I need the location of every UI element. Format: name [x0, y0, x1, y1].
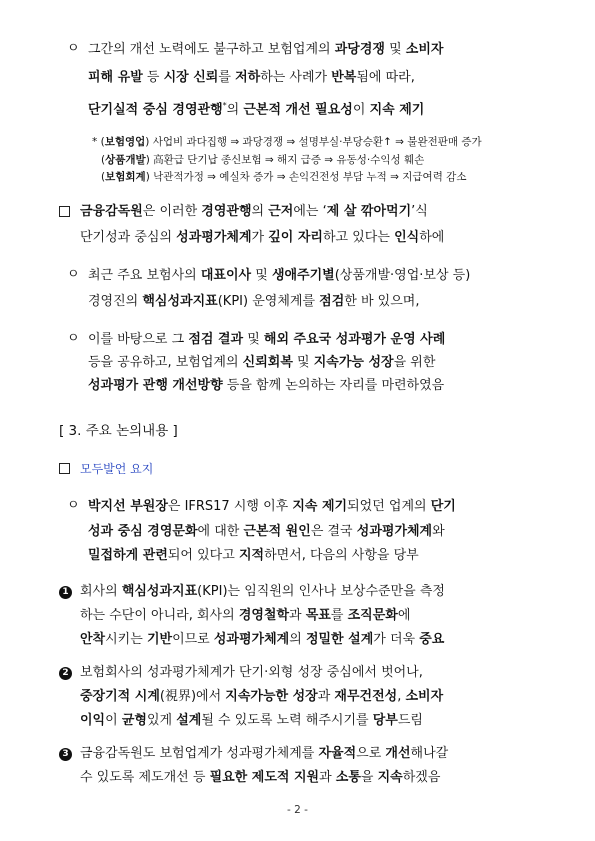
p4-line2: 등을 공유하고, 보험업계의 신뢰회복 및 지속가능 성장을 위한 [88, 355, 436, 370]
n1-line2: 하는 수단이 아니라, 회사의 경영철학과 목표를 조직문화에 [80, 608, 411, 623]
bullet-circle: ㅇ [67, 498, 80, 513]
note-line2: (상품개발) 高환급 단기납 종신보험 ⇒ 해지 급증 ⇒ 유동성·수익성 훼손 [101, 154, 425, 166]
note-line3: (보험회계) 낙관적가정 ⇒ 예실차 증가 ⇒ 손익건전성 부담 누적 ⇒ 지급여력 감소 [101, 171, 467, 183]
p3-line2: 경영진의 핵심성과지표(KPI) 운영체계를 점검한 바 있으며, [88, 294, 420, 309]
note-line1: * (보험영업) 사업비 과다집행 ⇒ 과당경쟁 ⇒ 설명부실·부당승환↑ ⇒ 불완전판매 증가 [92, 136, 482, 148]
page-number: - 2 - [287, 804, 308, 816]
n2-line2: 중장기적 시계(視界)에서 지속가능한 성장과 재무건전성, 소비자 [80, 689, 444, 704]
bullet-circle: ㅇ [67, 267, 80, 282]
square-bullet [59, 206, 70, 217]
n2-line1: 보험회사의 성과평가체계가 단기·외형 성장 중심에서 벗어나, [80, 665, 423, 680]
n1-line1: 회사의 핵심성과지표(KPI)는 임직원의 인사나 보상수준만을 측정 [80, 584, 445, 599]
p3-line1: 최근 주요 보험사의 대표이사 및 생애주기별(상품개발·영업·보상 등) [88, 268, 471, 283]
n3-line2: 수 있도록 제도개선 등 필요한 제도적 지원과 소통을 지속하겠음 [80, 770, 441, 785]
p1-line3: 단기실적 중심 경영관행*의 근본적 개선 필요성이 지속 제기 [88, 101, 425, 118]
n3-line1: 금융감독원도 보험업계가 성과평가체계를 자율적으로 개선해나갈 [80, 746, 449, 761]
number-badge-3: 3 [59, 748, 72, 761]
n2-line3: 이익이 균형있게 설계될 수 있도록 노력 해주시기를 당부드림 [80, 713, 423, 728]
p5-line2: 성과 중심 경영문화에 대한 근본적 원인은 결국 성과평가체계와 [88, 524, 445, 539]
p5-line1: 박지선 부원장은 IFRS17 시행 이후 지속 제기되었던 업계의 단기 [88, 499, 456, 514]
square-bullet [59, 463, 70, 474]
number-badge-2: 2 [59, 667, 72, 680]
n1-line3: 안착시키는 기반이므로 성과평가체계의 정밀한 설계가 더욱 중요 [80, 632, 445, 647]
p4-line3: 성과평가 관행 개선방향 등을 함께 논의하는 자리를 마련하였음 [88, 378, 445, 393]
p5-line3: 밀접하게 관련되어 있다고 지적하면서, 다음의 사항을 당부 [88, 548, 419, 563]
bullet-circle: ㅇ [67, 331, 80, 346]
p2-line1: 금융감독원은 이러한 경영관행의 근저에는 ‘제 살 깎아먹기’식 [80, 204, 428, 219]
p4-line1: 이를 바탕으로 그 점검 결과 및 해외 주요국 성과평가 운영 사례 [88, 332, 446, 347]
p1-line1: 그간의 개선 노력에도 불구하고 보험업계의 과당경쟁 및 소비자 [88, 42, 444, 57]
section-heading: [ 3. 주요 논의내용 ] [59, 423, 178, 439]
p1-line2: 피해 유발 등 시장 신뢰를 저하하는 사례가 반복됨에 따라, [88, 70, 415, 85]
subheading-opening-remarks: 모두발언 요지 [80, 462, 154, 476]
bullet-circle: ㅇ [67, 41, 80, 56]
number-badge-1: 1 [59, 586, 72, 599]
p2-line2: 단기성과 중심의 성과평가체계가 깊이 자리하고 있다는 인식하에 [80, 230, 445, 245]
